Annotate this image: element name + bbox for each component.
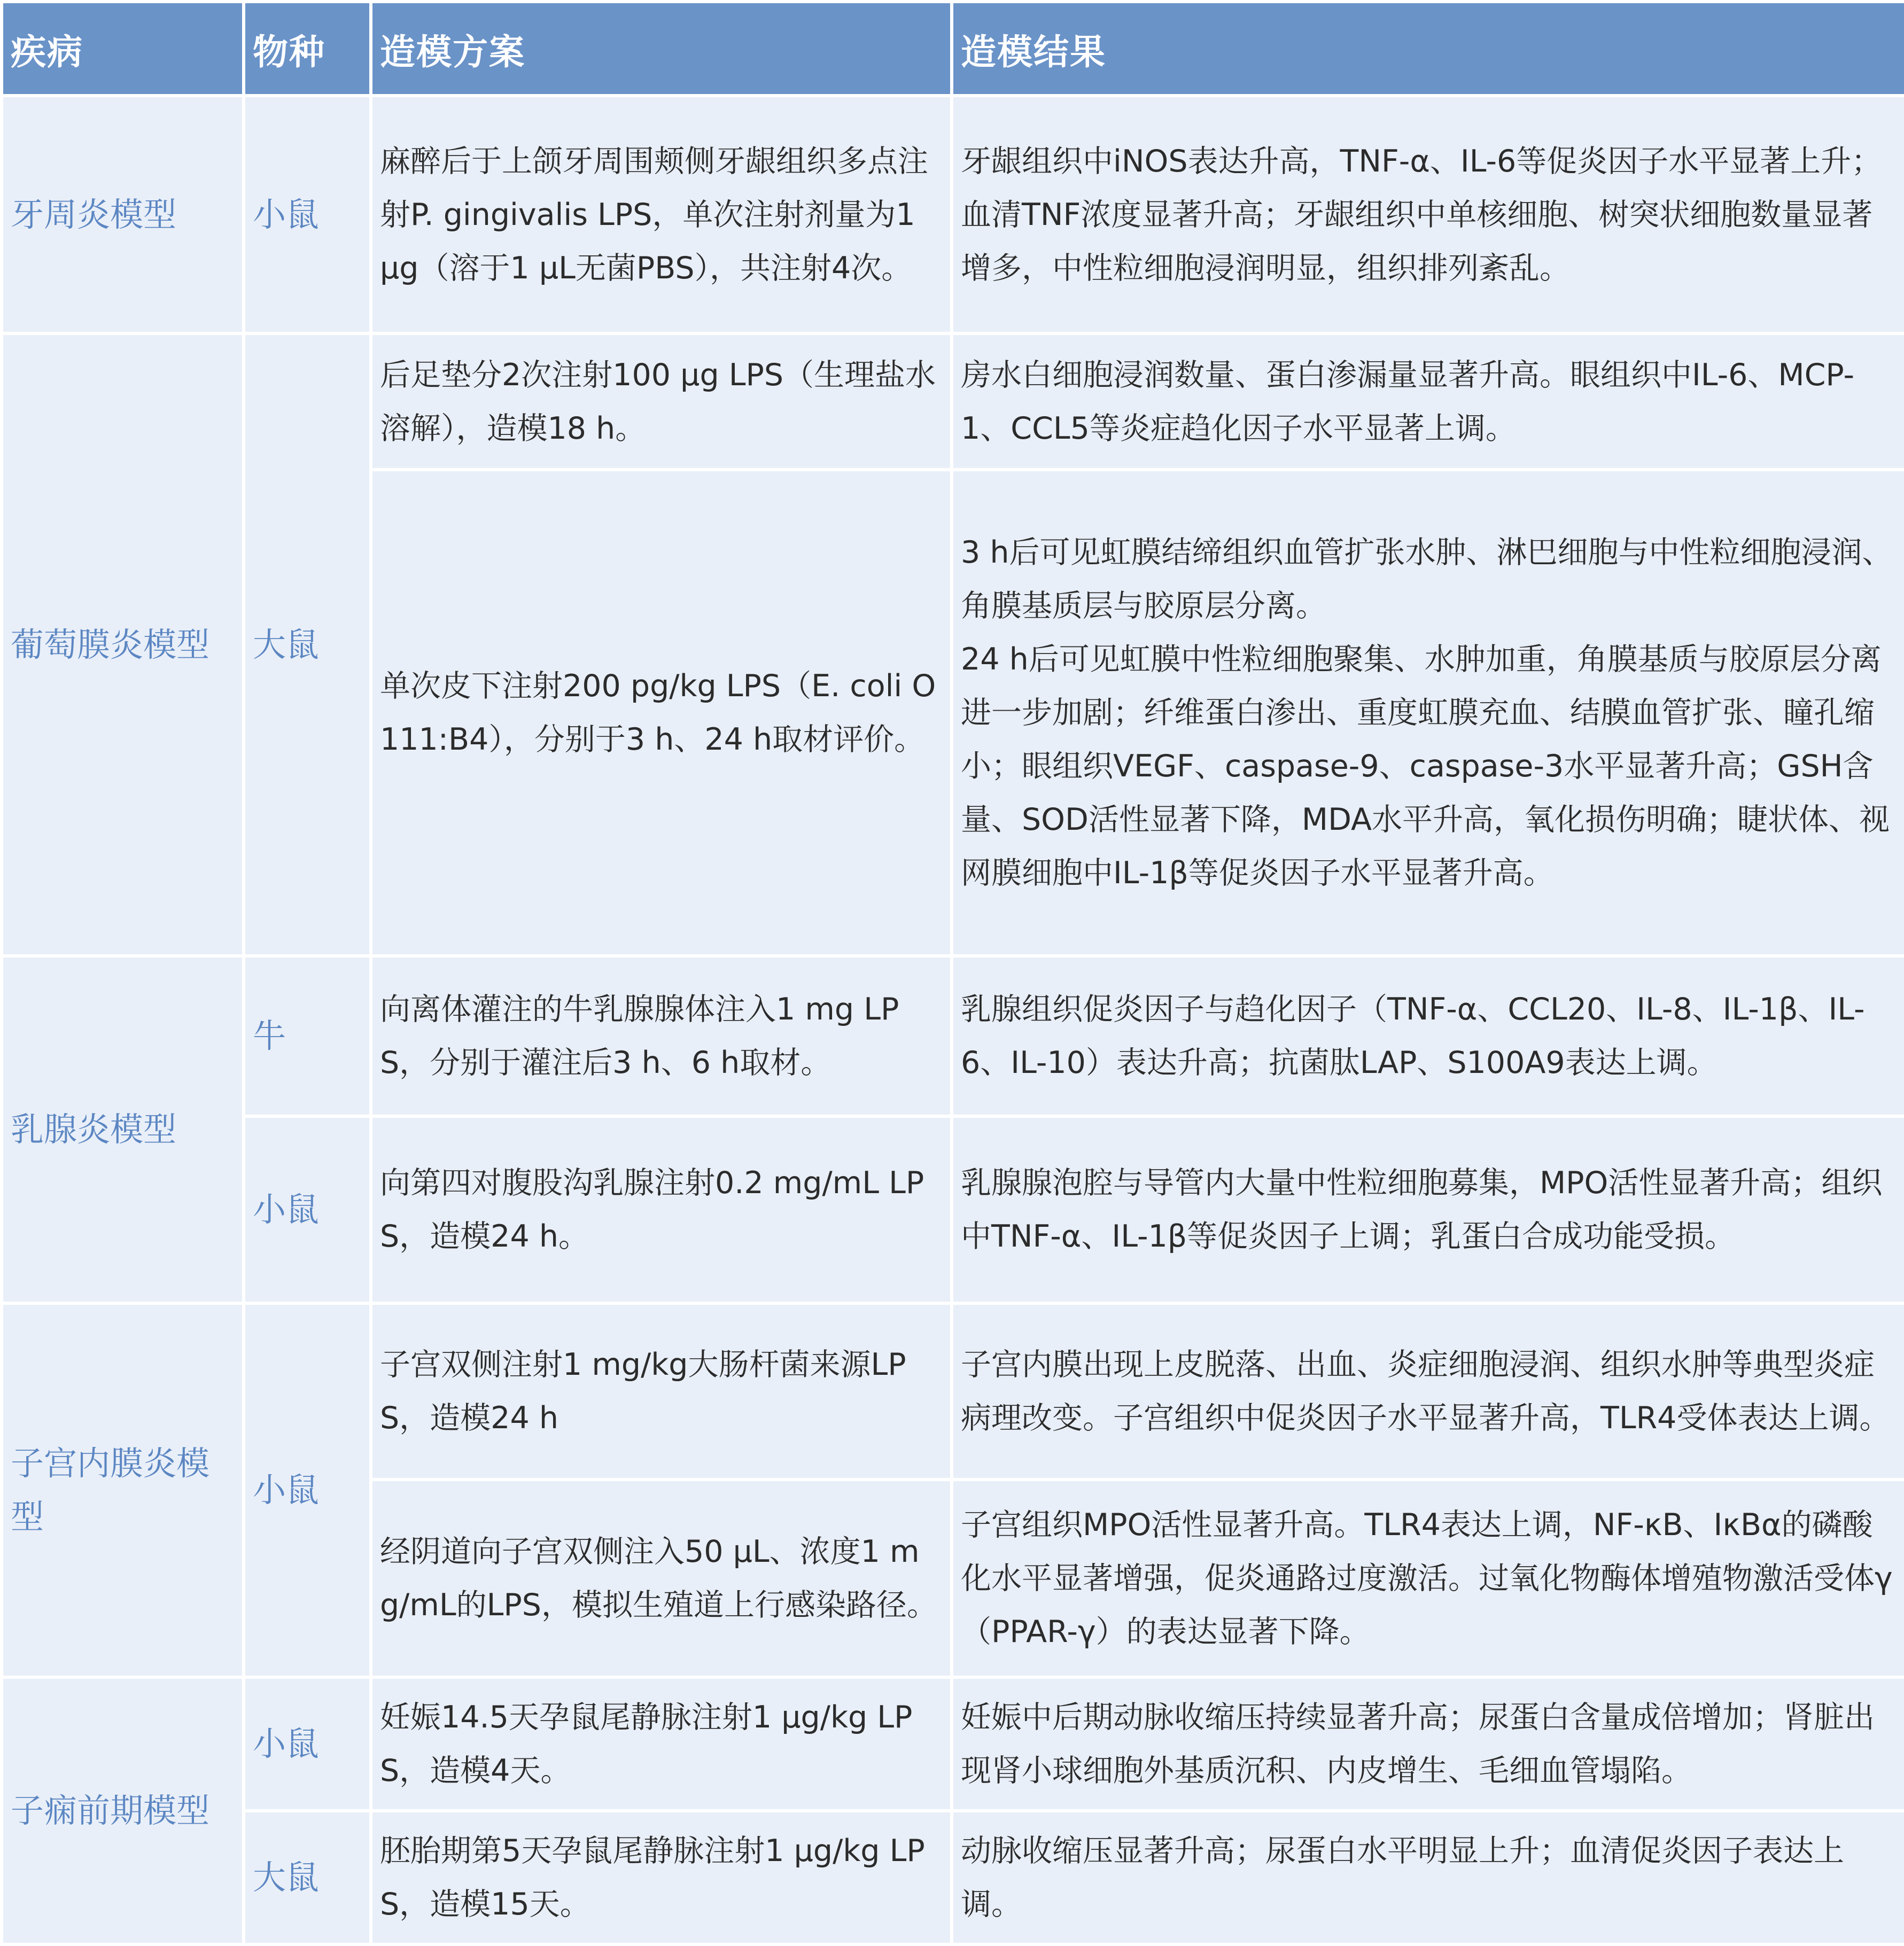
method-cell: 向第四对腹股沟乳腺注射0.2 mg/mL LPS，造模24 h。: [371, 1116, 952, 1303]
result-cell: 牙龈组织中iNOS表达升高，TNF-α、IL-6等促炎因子水平显著上升；血清TNF浓度显著升高；牙龈组织中单核细胞、树突状细胞数量显著增多，中性粒细胞浸润明显，组织排列紊乱。: [952, 96, 1904, 333]
table-row: [2, 1303, 1904, 1480]
method-cell: 后足垫分2次注射100 μg LPS（生理盐水溶解），造模18 h。: [371, 333, 952, 470]
disease-cell: 牙周炎模型: [2, 96, 244, 333]
header-method: 造模方案: [371, 2, 952, 96]
table-row: [2, 1811, 1904, 1944]
table-row: [2, 956, 1904, 1116]
header-disease: 疾病: [2, 2, 244, 96]
method-cell: 经阴道向子宫双侧注入50 μL、浓度1 mg/mL的LPS，模拟生殖道上行感染路径。: [371, 1480, 952, 1677]
species-cell: 小鼠: [244, 1677, 371, 1811]
result-cell: 乳腺腺泡腔与导管内大量中性粒细胞募集，MPO活性显著升高；组织中TNF-α、IL-1β等促炎因子上调；乳蛋白合成功能受损。: [952, 1116, 1904, 1303]
species-cell: 小鼠: [244, 1116, 371, 1303]
disease-cell: 子痫前期模型: [2, 1677, 244, 1944]
result-cell: 妊娠中后期动脉收缩压持续显著升高；尿蛋白含量成倍增加；肾脏出现肾小球细胞外基质沉积、内皮增生、毛细血管塌陷。: [952, 1677, 1904, 1811]
result-cell: 乳腺组织促炎因子与趋化因子（TNF-α、CCL20、IL-8、IL-1β、IL-6、IL-10）表达升高；抗菌肽LAP、S100A9表达上调。: [952, 956, 1904, 1116]
header-species: 物种: [244, 2, 371, 96]
species-cell: 大鼠: [244, 1811, 371, 1944]
method-cell: 麻醉后于上颌牙周围颊侧牙龈组织多点注射P. gingivalis LPS，单次注射剂量为1 μg（溶于1 μL无菌PBS），共注射4次。: [371, 96, 952, 333]
species-cell: 大鼠: [244, 333, 371, 956]
disease-cell: 乳腺炎模型: [2, 956, 244, 1303]
table-row: [2, 1116, 1904, 1303]
result-cell: 动脉收缩压显著升高；尿蛋白水平明显上升；血清促炎因子表达上调。: [952, 1811, 1904, 1944]
table-row: [2, 96, 1904, 333]
result-cell: [952, 470, 1904, 956]
result-cell: 子宫组织MPO活性显著升高。TLR4表达上调，NF-κB、IκBα的磷酸化水平显著增强，促炎通路过度激活。过氧化物酶体增殖物激活受体γ（PPAR-γ）的表达显著下降。: [952, 1480, 1904, 1677]
species-cell: 小鼠: [244, 96, 371, 333]
method-cell: 向离体灌注的牛乳腺腺体注入1 mg LPS，分别于灌注后3 h、6 h取材。: [371, 956, 952, 1116]
result-cell: 子宫内膜出现上皮脱落、出血、炎症细胞浸润、组织水肿等典型炎症病理改变。子宫组织中促炎因子水平显著升高，TLR4受体表达上调。: [952, 1303, 1904, 1480]
header-row: [2, 2, 1904, 96]
header-result: 造模结果: [952, 2, 1904, 96]
disease-cell: 子宫内膜炎模型: [2, 1303, 244, 1677]
result-line: 3 h后可见虹膜结缔组织血管扩张水肿、淋巴细胞与中性粒细胞浸润、角膜基质层与胶原层分离。: [961, 535, 1893, 624]
disease-cell: 葡萄膜炎模型: [2, 333, 244, 956]
method-cell: 子宫双侧注射1 mg/kg大肠杆菌来源LPS，造模24 h: [371, 1303, 952, 1480]
species-cell: 小鼠: [244, 1303, 371, 1677]
table-row: [2, 333, 1904, 470]
method-cell: 妊娠14.5天孕鼠尾静脉注射1 μg/kg LPS，造模4天。: [371, 1677, 952, 1811]
species-cell: 牛: [244, 956, 371, 1116]
method-cell: 胚胎期第5天孕鼠尾静脉注射1 μg/kg LPS，造模15天。: [371, 1811, 952, 1944]
result-cell: 房水白细胞浸润数量、蛋白渗漏量显著升高。眼组织中IL-6、MCP-1、CCL5等炎症趋化因子水平显著上调。: [952, 333, 1904, 470]
method-cell: 单次皮下注射200 pg/kg LPS（E. coli O111:B4），分别于3 h、24 h取材评价。: [371, 470, 952, 956]
result-line: 24 h后可见虹膜中性粒细胞聚集、水肿加重，角膜基质与胶原层分离进一步加剧；纤维蛋白渗出、重度虹膜充血、结膜血管扩张、瞳孔缩小；眼组织VEGF、caspase-9、caspase-3水平显著升高；GSH含量、SOD活性显著下降，MDA水平升高，氧化损伤明确；睫状体、视网膜细胞中IL-1β等促炎因子水平显著升高。: [961, 642, 1890, 891]
table-row: [2, 1677, 1904, 1811]
